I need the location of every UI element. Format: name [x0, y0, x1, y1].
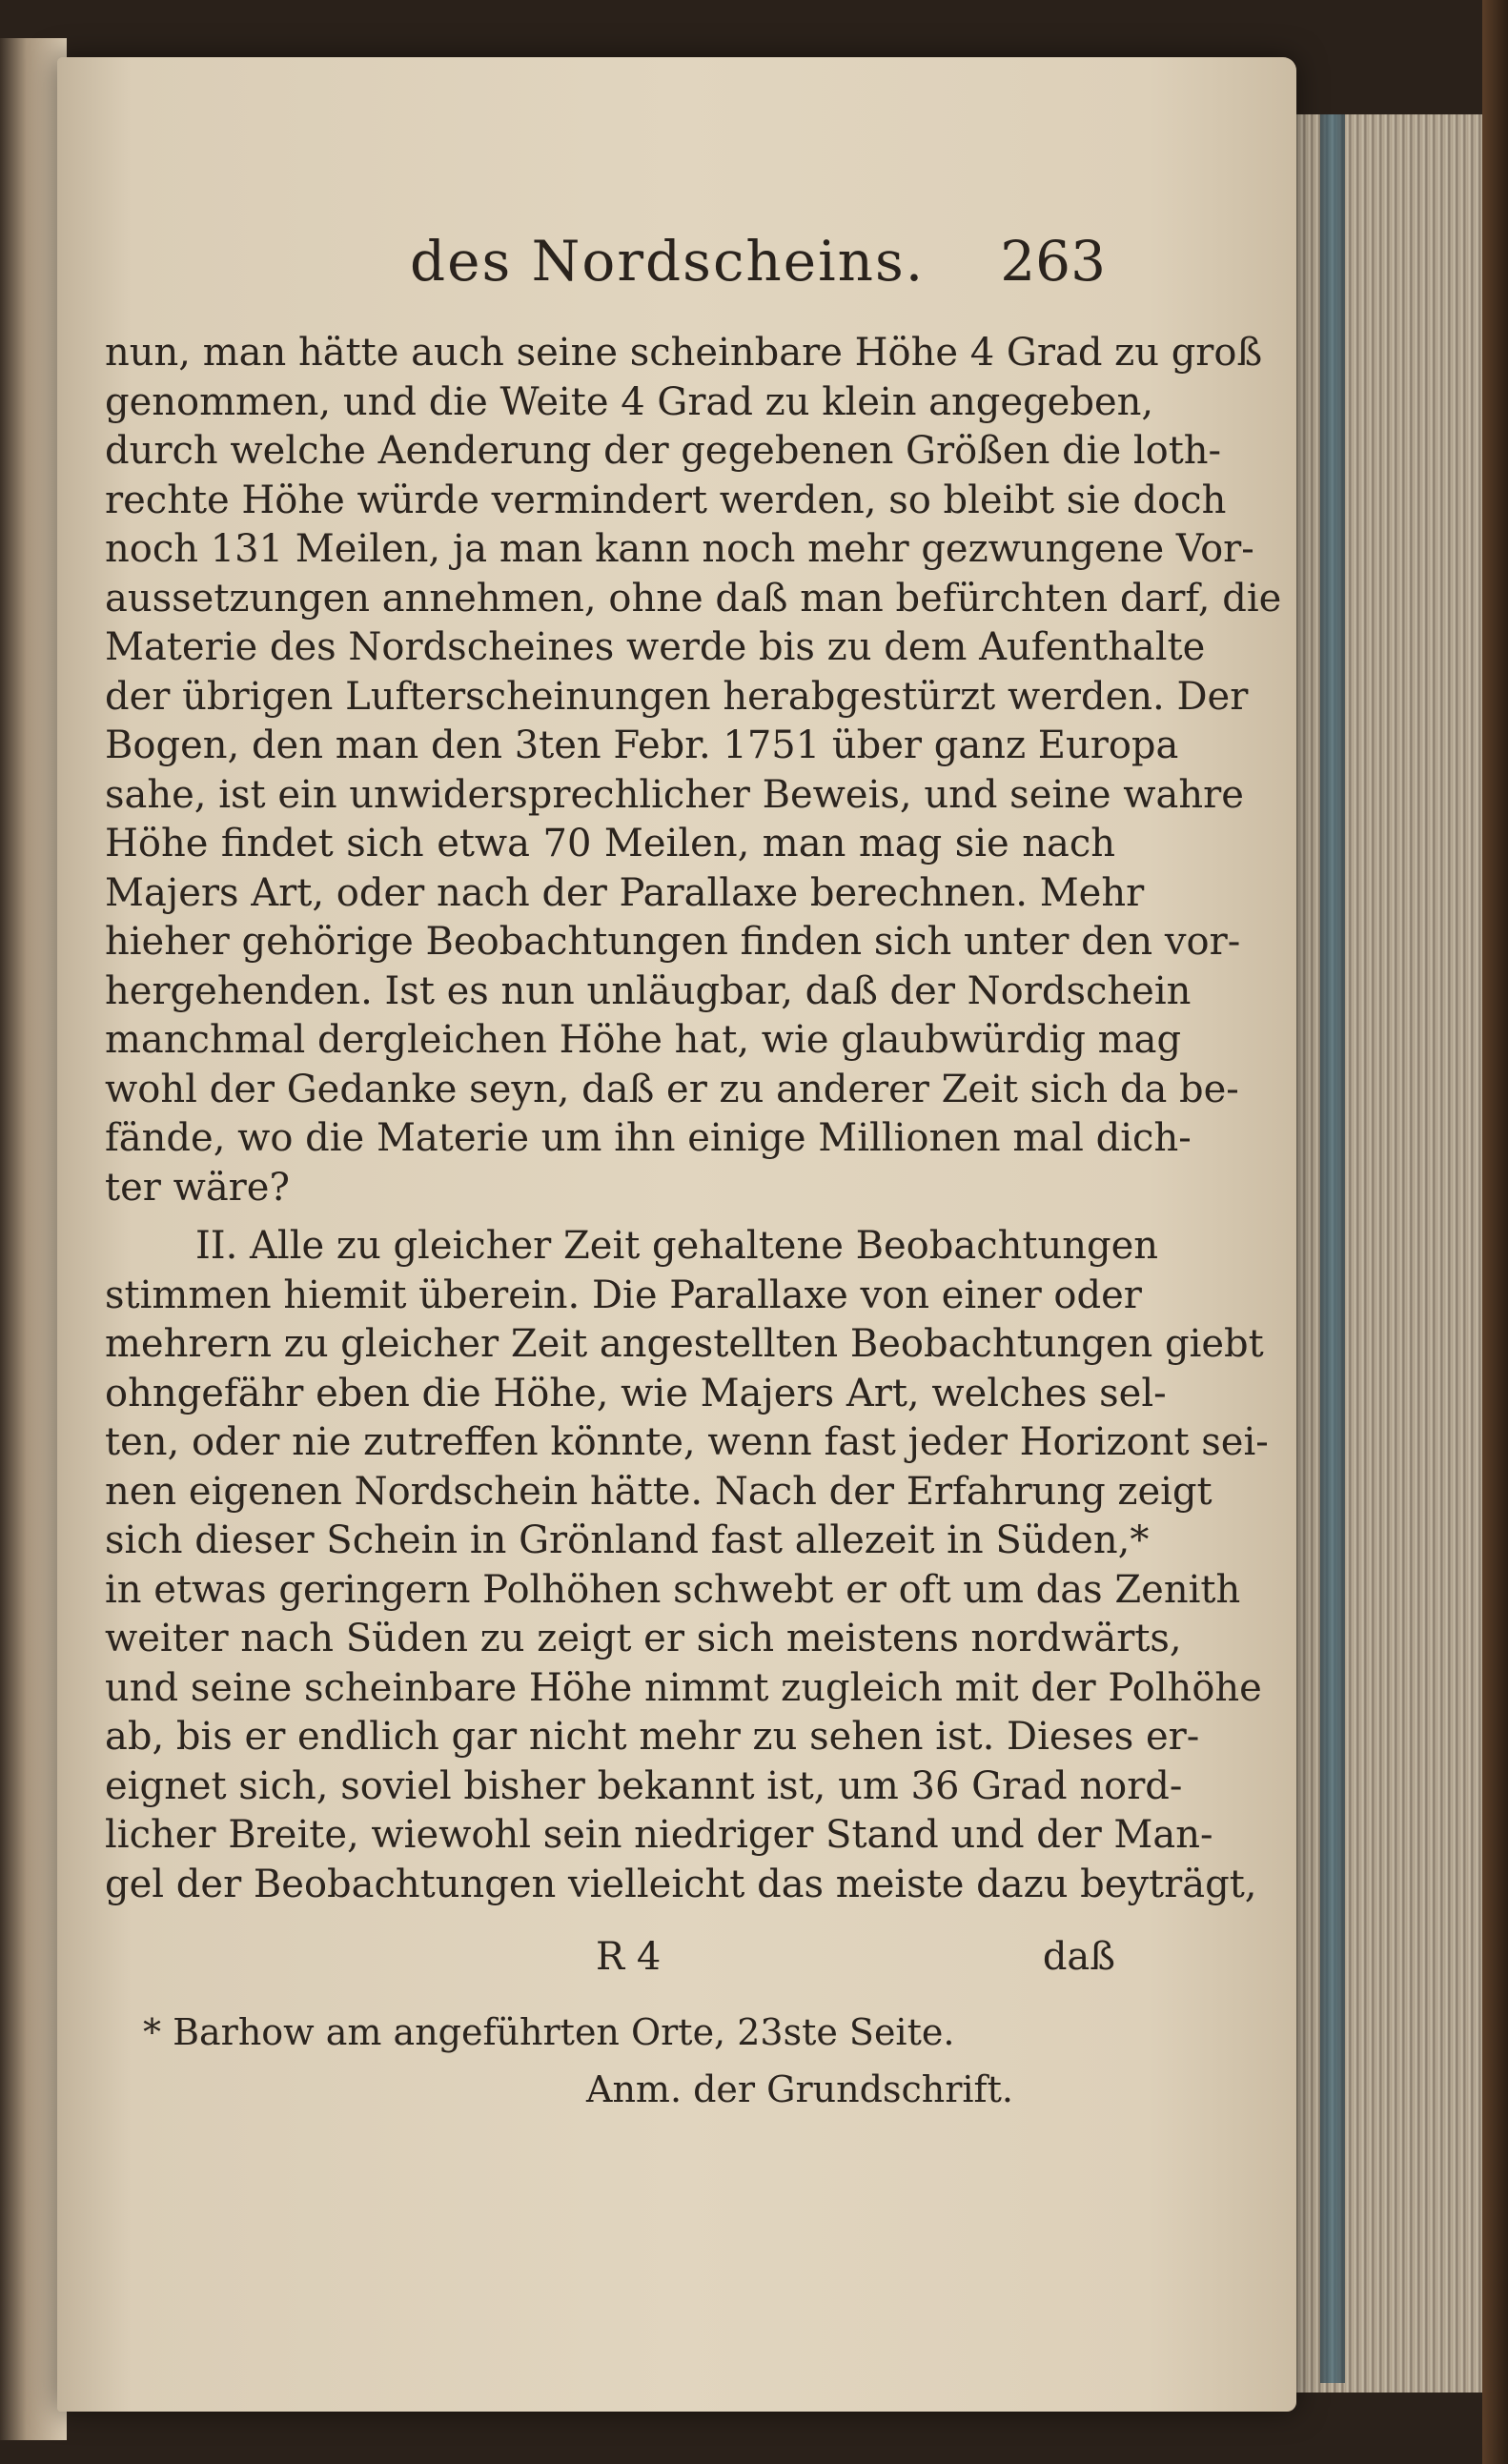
text-line: noch 131 Meilen, ja man kann noch mehr gezwungene Vor-: [105, 527, 1254, 571]
signature-mark: R 4: [596, 1935, 662, 1979]
text-line: weiter nach Süden zu zeigt er sich meistens nordwärts,: [105, 1617, 1182, 1660]
book-binding: [1482, 0, 1508, 2464]
text-line: fände, wo die Materie um ihn einige Millionen mal dich-: [105, 1116, 1192, 1160]
text-line: durch welche Aenderung der gegebenen Größen die loth-: [105, 429, 1222, 473]
text-line: in etwas geringern Polhöhen schwebt er oft um das Zenith: [105, 1567, 1241, 1612]
paragraph-1: [105, 329, 1282, 1212]
text-line: Materie des Nordscheines werde bis zu dem Aufenthalte: [105, 625, 1206, 669]
text-line: rechte Höhe würde vermindert werden, so bleibt sie doch: [105, 478, 1227, 522]
page-number: 263: [1000, 229, 1106, 294]
text-line: nun, man hätte auch seine scheinbare Höhe 4 Grad zu groß: [105, 331, 1263, 375]
text-line: gel der Beobachtungen vielleicht das meiste dazu beyträgt,: [105, 1862, 1257, 1906]
text-line: ohngefähr eben die Höhe, wie Majers Art, welches sel-: [105, 1371, 1167, 1415]
text-line: sahe, ist ein unwidersprechlicher Beweis, und seine wahre: [105, 772, 1244, 817]
text-line: wohl der Gedanke seyn, daß er zu anderer Zeit sich da be-: [105, 1067, 1239, 1111]
text-line: ten, oder nie zutreffen könnte, wenn fast jeder Horizont sei-: [105, 1420, 1269, 1464]
catch-line: [105, 1935, 1115, 1992]
text-line: hieher gehörige Beobachtungen finden sich unter den vor-: [105, 920, 1241, 964]
paragraph-gap: [105, 1212, 1115, 1222]
text-line: mehrern zu gleicher Zeit angestellten Beobachtungen giebt: [105, 1322, 1264, 1366]
catchword: daß: [1042, 1935, 1115, 1979]
text-line: hergehenden. Ist es nun unläugbar, daß der Nordschein: [105, 968, 1192, 1013]
bookmark-ribbon: [1320, 114, 1345, 2383]
text-line: stimmen hiemit überein. Die Parallaxe von einer oder: [105, 1273, 1142, 1317]
paragraph-2: [105, 1222, 1269, 1909]
text-line: Höhe findet sich etwa 70 Meilen, man mag sie nach: [105, 822, 1115, 865]
footnote: * Barhow am angeführten Orte, 23ste Seite.: [143, 2011, 955, 2053]
text-line: manchmal dergleichen Höhe hat, wie glaubwürdig mag: [105, 1018, 1182, 1062]
text-line: II. Alle zu gleicher Zeit gehaltene Beobachtungen: [195, 1224, 1158, 1268]
text-line: ab, bis er endlich gar nicht mehr zu sehen ist. Dieses er-: [105, 1715, 1200, 1759]
text-line: sich dieser Schein in Grönland fast allezeit in Süden,*: [105, 1518, 1150, 1562]
text-line: Bogen, den man den 3ten Febr. 1751 über ganz Europa: [105, 723, 1179, 767]
text-line: ter wäre?: [105, 1165, 290, 1210]
text-line: der übrigen Lufterscheinungen herabgestürzt werden. Der: [105, 674, 1249, 719]
text-line: licher Breite, wiewohl sein niedriger Stand und der Man-: [105, 1813, 1213, 1857]
body-text: [105, 329, 1282, 1909]
text-line: nen eigenen Nordschein hätte. Nach der Erfahrung zeigt: [105, 1469, 1213, 1514]
text-line: Majers Art, oder nach der Parallaxe berechnen. Mehr: [105, 870, 1145, 915]
footnote-attribution: Anm. der Grundschrift.: [586, 2068, 1013, 2110]
running-head: des Nordscheins.: [410, 229, 926, 294]
text-line: genommen, und die Weite 4 Grad zu klein angegeben,: [105, 379, 1154, 424]
text-line: aussetzungen annehmen, ohne daß man befürchten darf, die: [105, 576, 1282, 621]
page-header: [410, 229, 1106, 315]
text-line: eignet sich, soviel bisher bekannt ist, um 36 Grad nord-: [105, 1763, 1183, 1808]
text-line: und seine scheinbare Höhe nimmt zugleich mit der Polhöhe: [105, 1665, 1262, 1710]
